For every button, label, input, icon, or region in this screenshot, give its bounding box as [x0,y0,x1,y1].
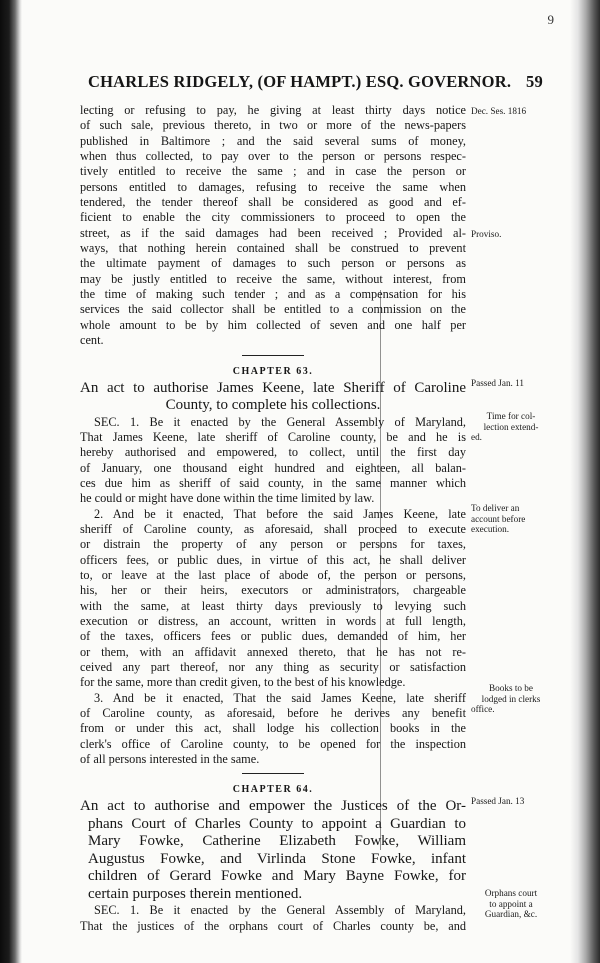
chapter-64-title-line: phans Court of Charles County to appoint a Guardian to [88,815,466,832]
text-line: the ultimate payment of damages to such person or persons as [80,256,466,271]
chapter-64-title-line: Mary Fowke, Catherine Elizabeth Fowke, William [88,833,466,850]
text-line: from or under this act, shall lodge his collection books in the [80,721,466,736]
margin-note-text: Dec. Ses. 1816 [471,106,527,116]
text-line: ways, that nothing herein contained shall be construed to prevent [80,241,466,256]
text-line: street, as if the said damages had been received ; Provided al- [80,225,466,240]
text-line: his, her or their heirs, executors or administrators, chargeable [80,583,466,598]
chapter-63-heading: CHAPTER 63. [232,365,314,377]
text-line: services the said collector shall be entitled to a commission on the [80,302,466,317]
margin-note-text: ed. [471,432,482,442]
continued-paragraph [80,103,466,349]
text-line: of Caroline county, as aforesaid, before he derives any benefit [80,706,466,721]
text-line: or them, with an affidavit annexed thereto, that he has not re- [80,644,466,659]
page-number: 59 [526,72,543,91]
text-line: whole amount to be by him collected of seven and one half per [80,317,466,332]
chapter-63-title-line: An act to authorise James Keene, late Sheriff of Caroline [80,379,466,396]
text-line: of such sale, previous thereto, in two or more of the news-papers [80,118,466,133]
chapter-63-section-2 [80,507,466,691]
text-line: of the taxes, officers fees or public dues, demanded of him, her [80,629,466,644]
margin-note-to-deliver-account [471,503,551,535]
corner-mark: 9 [547,12,554,27]
margin-note-text: to appoint a [489,898,533,909]
text-line: execution or distress, an account, written in words at full length, [80,613,466,628]
margin-note-text: lection extend- [483,421,539,432]
text-line: ficient to enable the city commissioners to proceed to open the [80,210,466,225]
text-line: to, or leave at the last place of abode of, the person or persons, [80,567,466,582]
chapter-63-section-3 [80,691,466,768]
text-line: or distrain the property of any person or persons for taxes, [80,537,466,552]
margin-note-text: Books to be [489,683,533,693]
margin-note-time-for-collection [471,411,551,443]
text-line: 3. And be it enacted, That the said James Keene, late sheriff [94,690,466,705]
text-line: That James Keene, late sheriff of Caroline county, be and he is [80,429,466,444]
margin-note-text: Passed Jan. 11 [471,378,524,388]
running-title: CHARLES RIDGELY, (OF HAMPT.) ESQ. GOVERNOR. [88,72,512,91]
text-line: tendered, the tender thereof shall be considered as good and ef- [80,195,466,210]
text-line: ces due him as sheriff of said county, in the same manner which [80,475,466,490]
running-header [88,72,548,92]
margin-note-text: execution. [471,524,510,534]
text-line: tively entitled to receive the same ; and in case the person or [80,164,466,179]
text-line: officers fees, or public dues, in virtue of this act, he shall deliver [80,552,466,567]
text-line: clerk's office of Caroline county, to be opened for the inspection [80,736,466,751]
margin-note-text: Orphans court [484,888,538,898]
text-line: may be justly entitled to receive the same, without interest, from [80,271,466,286]
margin-note-text: Guardian, &c. [484,909,538,919]
binding-edge-left [0,0,22,963]
chapter-rule [242,355,304,356]
text-line: cent. [80,333,104,348]
margin-note-text: To deliver an [471,503,520,513]
chapter-63-section-1 [80,415,466,507]
text-line: sheriff of Caroline county, as aforesaid, shall proceed to execute [80,521,466,536]
margin-note-text: lodged in clerks [481,693,541,704]
chapter-64-title-line: certain purposes therein mentioned. [88,885,303,902]
margin-note-passed-jan-13 [471,796,551,807]
margin-note-text: Time for col- [486,411,536,421]
margin-note-text: office. [471,704,495,714]
chapter-64-title-line: An act to authorise and empower the Justices of the Or- [80,798,466,815]
text-line: persons entitled to damages, refusing to receive the same when [80,179,466,194]
text-line: he could or might have done within the time limited by law. [80,491,375,506]
text-line: of all persons interested in the same. [80,752,260,767]
chapter-rule [242,773,304,774]
margin-note-books-lodged [471,683,551,715]
text-line: hereby authorised and empowered, to collect, until the first day [80,445,466,460]
margin-note-text: Proviso. [471,229,502,239]
chapter-64-heading: CHAPTER 64. [232,784,314,796]
chapter-63-title-line: County, to complete his collections. [165,397,381,413]
chapter-64-title-line: Augustus Fowke, and Virlinda Stone Fowke, infant [88,850,466,867]
margin-note-passed-jan-11 [471,378,551,389]
text-line: the time of making such tender ; and as a compensation for his [80,287,466,302]
text-line: That the justices of the orphans court of Charles county be, and [80,918,466,933]
chapter-64-section-1 [80,903,466,934]
margin-note-text: Passed Jan. 13 [471,796,525,806]
text-line: ceived any part thereof, nor any thing as security or satisfaction [80,660,466,674]
margin-note-proviso [471,229,551,240]
text-line: when thus collected, to pay over to the person or persons respec- [80,149,466,164]
text-line: with the same, at least thirty days previously to levying such [80,598,466,613]
margin-note-session [471,106,551,117]
text-line: published in Baltimore ; and the said several sums of money, [80,133,466,148]
text-line: 2. And be it enacted, That before the said James Keene, late [94,506,466,521]
chapter-64-title-line: children of Gerard Fowke and Mary Bayne Fowke, for [88,868,466,885]
binding-edge-right [570,0,600,963]
text-line: SEC. 1. Be it enacted by the General Assembly of Maryland, [94,903,466,918]
body-column [80,103,466,934]
text-line: SEC. 1. Be it enacted by the General Assembly of Maryland, [94,414,466,429]
text-line: for the same, more than credit given, to the best of his knowledge. [80,675,406,690]
margin-note-text: account before [471,513,526,524]
text-line: of January, one thousand eight hundred and eighteen, all balan- [80,460,466,475]
margin-note-orphans-court [471,888,551,920]
text-line: lecting or refusing to pay, he giving at least thirty days notice [80,103,466,117]
